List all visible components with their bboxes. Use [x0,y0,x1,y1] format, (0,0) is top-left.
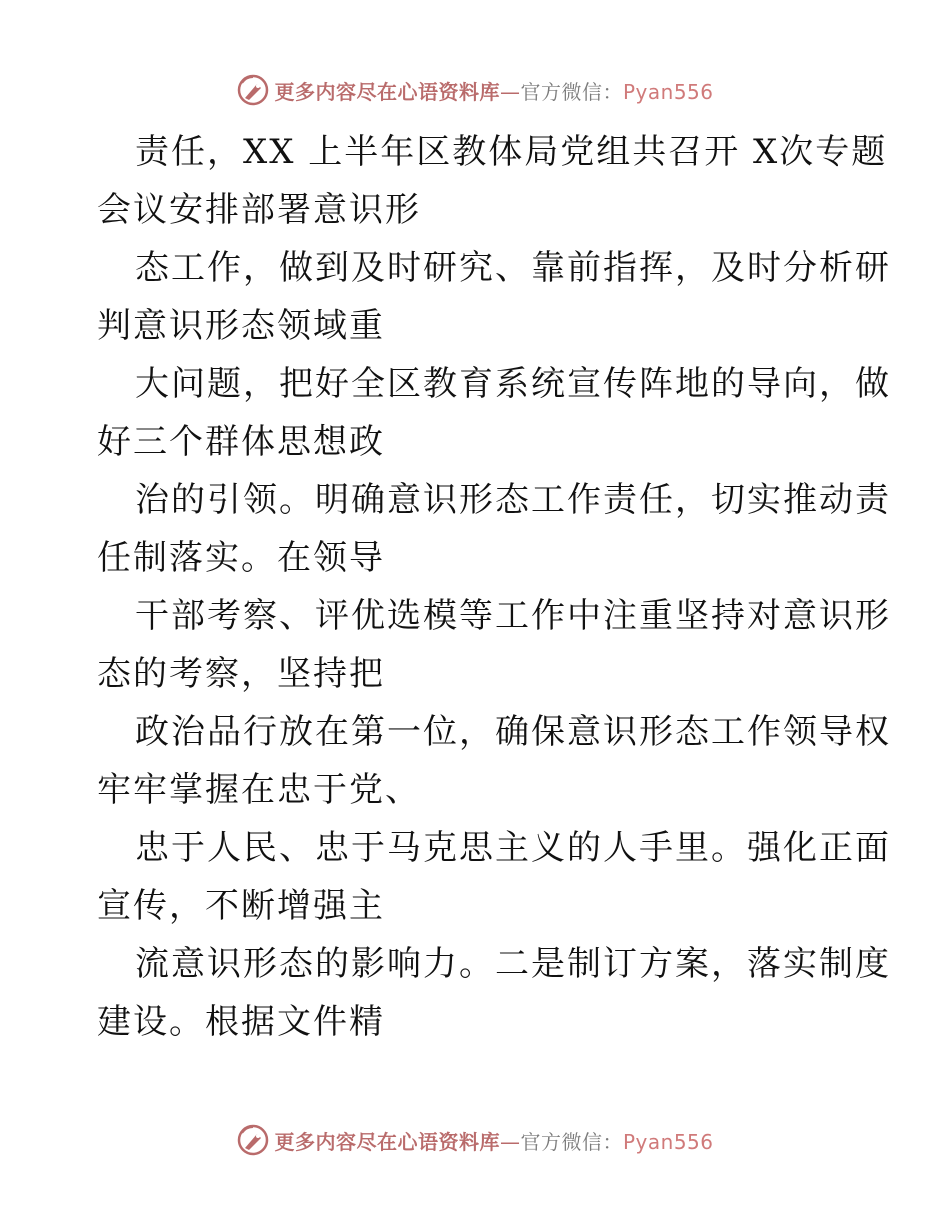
header-banner-text [274,76,713,105]
body-line: 流意识形态的影响力。二是制订方案，落实制度 [135,944,891,984]
banner-wechat-id: Pyan556 [622,79,714,104]
banner-site-text: 更多内容尽在心语资料库 [274,1129,500,1154]
body-line: 政治品行放在第一位，确保意识形态工作领导权 [135,712,891,752]
banner-dash: — [499,79,521,104]
body-line: 任制落实。在领导 [97,538,385,578]
body-line: 建设。根据文件精 [97,1002,385,1042]
body-line: 治的引领。明确意识形态工作责任，切实推动责 [135,480,891,520]
banner-wechat-label: 官方微信： [520,1129,623,1154]
body-line: 干部考察、评优选模等工作中注重坚持对意识形 [135,596,891,636]
banner-wechat-label: 官方微信： [520,79,623,104]
body-line: 牢牢掌握在忠于党、 [97,770,421,810]
body-line: 判意识形态领域重 [97,306,385,346]
body-line: 好三个群体思想政 [97,422,385,462]
body-line: 忠于人民、忠于马克思主义的人手里。强化正面 [135,828,891,868]
body-line: 态工作，做到及时研究、靠前指挥，及时分析研 [135,248,891,288]
body-line: 责任，XX 上半年区教体局党组共召开 X次专题 [135,132,888,172]
header-banner [0,70,950,110]
body-line: 大问题，把好全区教育系统宣传阵地的导向，做 [135,364,891,404]
body-line: 会议安排部署意识形 [97,190,421,230]
footer-banner-text [274,1126,713,1155]
document-body [97,123,891,1051]
body-line: 宣传，不断增强主 [97,886,385,926]
pen-nib-logo-icon [236,73,270,107]
body-line: 态的考察，坚持把 [97,654,385,694]
banner-dash: — [499,1129,521,1154]
pen-nib-logo-icon [236,1123,270,1157]
banner-site-text: 更多内容尽在心语资料库 [274,79,500,104]
footer-banner [0,1120,950,1160]
banner-wechat-id: Pyan556 [622,1129,714,1154]
